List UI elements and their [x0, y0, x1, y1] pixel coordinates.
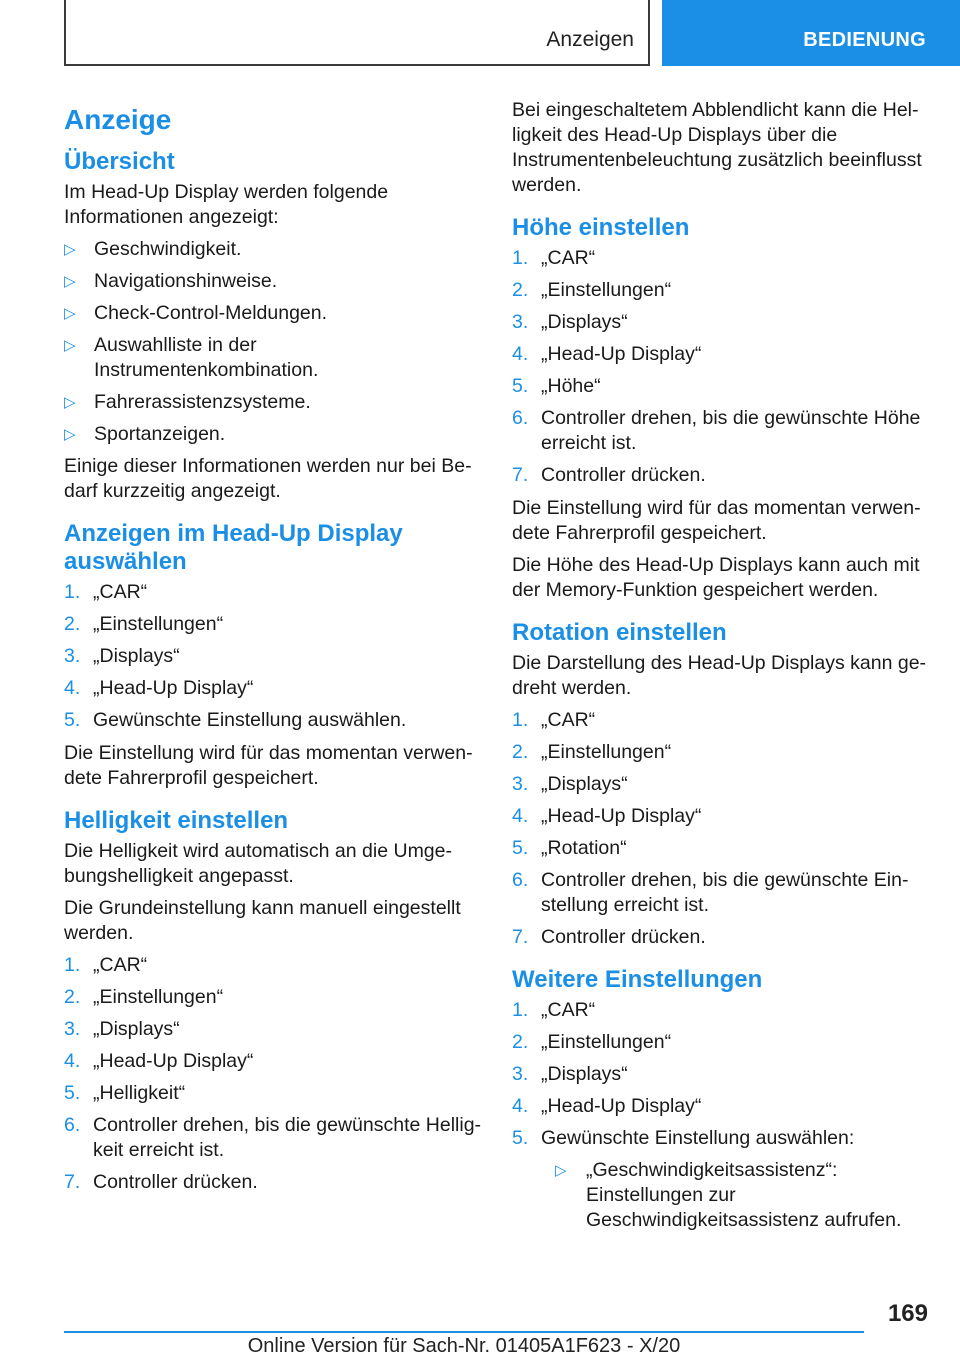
list-item: ▷ Fahrerassistenzsysteme. [64, 391, 311, 413]
step-item: 3. „Displays“ [64, 645, 180, 667]
step-item: 2. „Einstellungen“ [512, 1031, 672, 1053]
step-item: 3. „Displays“ [64, 1018, 180, 1040]
triangle-bullet-icon: ▷ [555, 1162, 567, 1179]
step-item: 5. „Rotation“ [512, 837, 627, 859]
step-item: 4. „Head-Up Display“ [64, 1050, 254, 1072]
info-list [64, 237, 484, 447]
list-item: ▷ Auswahlliste in der Instrumentenkombination. [64, 334, 319, 381]
rotation-p1: Die Darstellung des Head-Up Displays kann gedreht werden. [512, 652, 927, 699]
heading-uebersicht: Übersicht [64, 148, 175, 175]
hoehe-p1: Die Einstellung wird für das momentan verwendete Fahrerprofil gespeichert. [512, 497, 921, 544]
triangle-bullet-icon: ▷ [64, 273, 76, 290]
right-column [512, 98, 932, 1241]
step-item: 2. „Einstellungen“ [64, 613, 224, 635]
heading-hoehe: Höhe einstellen [512, 214, 690, 241]
uebersicht-intro: Im Head-Up Display werden folgende Informationen angezeigt: [64, 181, 389, 228]
hoehe-p2: Die Höhe des Head-Up Displays kann auch mit der Memory-Funktion gespeichert werden. [512, 554, 920, 601]
triangle-bullet-icon: ▷ [64, 305, 76, 322]
rotation-steps [512, 708, 932, 950]
header-chapter-tab [662, 0, 960, 66]
heading-rotation: Rotation einstellen [512, 619, 727, 646]
page-number: 169 [887, 1300, 928, 1327]
step-item: 6. Controller drehen, bis die gewünschte Einstellung erreicht ist. [512, 869, 909, 916]
helligkeit-p1: Die Helligkeit wird automatisch an die Umgebungshelligkeit angepasst. [64, 840, 452, 887]
weitere-steps [512, 998, 932, 1233]
step-item: 7. Controller drücken. [512, 926, 706, 948]
heading-auswaehlen: Anzeigen im Head-Up Display auswählen [64, 520, 403, 575]
step-item: 5. „Höhe“ [512, 375, 601, 397]
triangle-bullet-icon: ▷ [64, 241, 76, 258]
heading-weitere: Weitere Einstellungen [512, 966, 763, 993]
step-item: 4. „Head-Up Display“ [64, 677, 254, 699]
list-item: ▷ Check-Control-Meldungen. [64, 302, 328, 324]
list-item: ▷ Sportanzeigen. [64, 423, 226, 445]
step-item: 5. Gewünschte Einstellung auswählen. [64, 709, 407, 731]
step-item: 4. „Head-Up Display“ [512, 343, 702, 365]
auswaehlen-steps [64, 580, 484, 733]
uebersicht-note: Einige dieser Informationen werden nur bei Bedarf kurzzeitig angezeigt. [64, 455, 472, 502]
page-title: Anzeige [64, 104, 172, 135]
header-chapter-label: BEDIENUNG [803, 29, 926, 51]
helligkeit-p2: Die Grundeinstellung kann manuell eingestellt werden. [64, 897, 461, 944]
step-item: 5. „Helligkeit“ [64, 1082, 186, 1104]
step-item: 7. Controller drücken. [64, 1171, 258, 1193]
triangle-bullet-icon: ▷ [64, 337, 76, 354]
auswaehlen-note: Die Einstellung wird für das momentan verwendete Fahrerprofil gespeichert. [64, 742, 473, 789]
heading-helligkeit: Helligkeit einstellen [64, 807, 289, 834]
triangle-bullet-icon: ▷ [64, 426, 76, 443]
weitere-sub-list [541, 1158, 932, 1233]
left-column [64, 98, 484, 1203]
step-item: 1. „CAR“ [512, 709, 596, 731]
step-item: 7. Controller drücken. [512, 464, 706, 486]
step-item: 3. „Displays“ [512, 773, 628, 795]
brightness-intro: Bei eingeschaltetem Abblendlicht kann die Helligkeit des Head-Up Displays über die Instrumentenbeleuchtung zusätzlich beeinflusst werden. [512, 99, 922, 196]
list-item: ▷ Geschwindigkeit. [64, 238, 242, 260]
list-item: ▷ „Geschwindigkeitsassistenz“: Einstellungen zur Geschwindigkeitsassistenz aufrufen. [555, 1159, 902, 1231]
footer-text: Online Version für Sach-Nr. 01405A1F623 - X/20 [247, 1335, 681, 1357]
step-item: 6. Controller drehen, bis die gewünschte Höhe erreicht ist. [512, 407, 921, 454]
header-section-box [64, 0, 650, 66]
step-item: 2. „Einstellungen“ [512, 279, 672, 301]
step-item: 2. „Einstellungen“ [64, 986, 224, 1008]
step-item: 3. „Displays“ [512, 311, 628, 333]
step-item: 4. „Head-Up Display“ [512, 805, 702, 827]
step-item: 5. Gewünschte Einstellung auswählen: ▷ „Geschwindigkeitsassistenz“: Einstellungen zur Geschwindigkeitsassistenz aufrufen. [512, 1126, 932, 1233]
step-item: 1. „CAR“ [512, 247, 596, 269]
list-item: ▷ Navigationshinweise. [64, 270, 278, 292]
header-section-label: Anzeigen [546, 28, 634, 51]
hoehe-steps [512, 246, 932, 488]
step-item: 4. „Head-Up Display“ [512, 1095, 702, 1117]
step-item: 1. „CAR“ [64, 954, 148, 976]
step-item: 1. „CAR“ [64, 581, 148, 603]
step-item: 6. Controller drehen, bis die gewünschte Helligkeit erreicht ist. [64, 1114, 482, 1161]
step-item: 1. „CAR“ [512, 999, 596, 1021]
footer-divider [64, 1331, 864, 1333]
step-item: 2. „Einstellungen“ [512, 741, 672, 763]
step-item: 3. „Displays“ [512, 1063, 628, 1085]
triangle-bullet-icon: ▷ [64, 394, 76, 411]
helligkeit-steps [64, 953, 484, 1195]
